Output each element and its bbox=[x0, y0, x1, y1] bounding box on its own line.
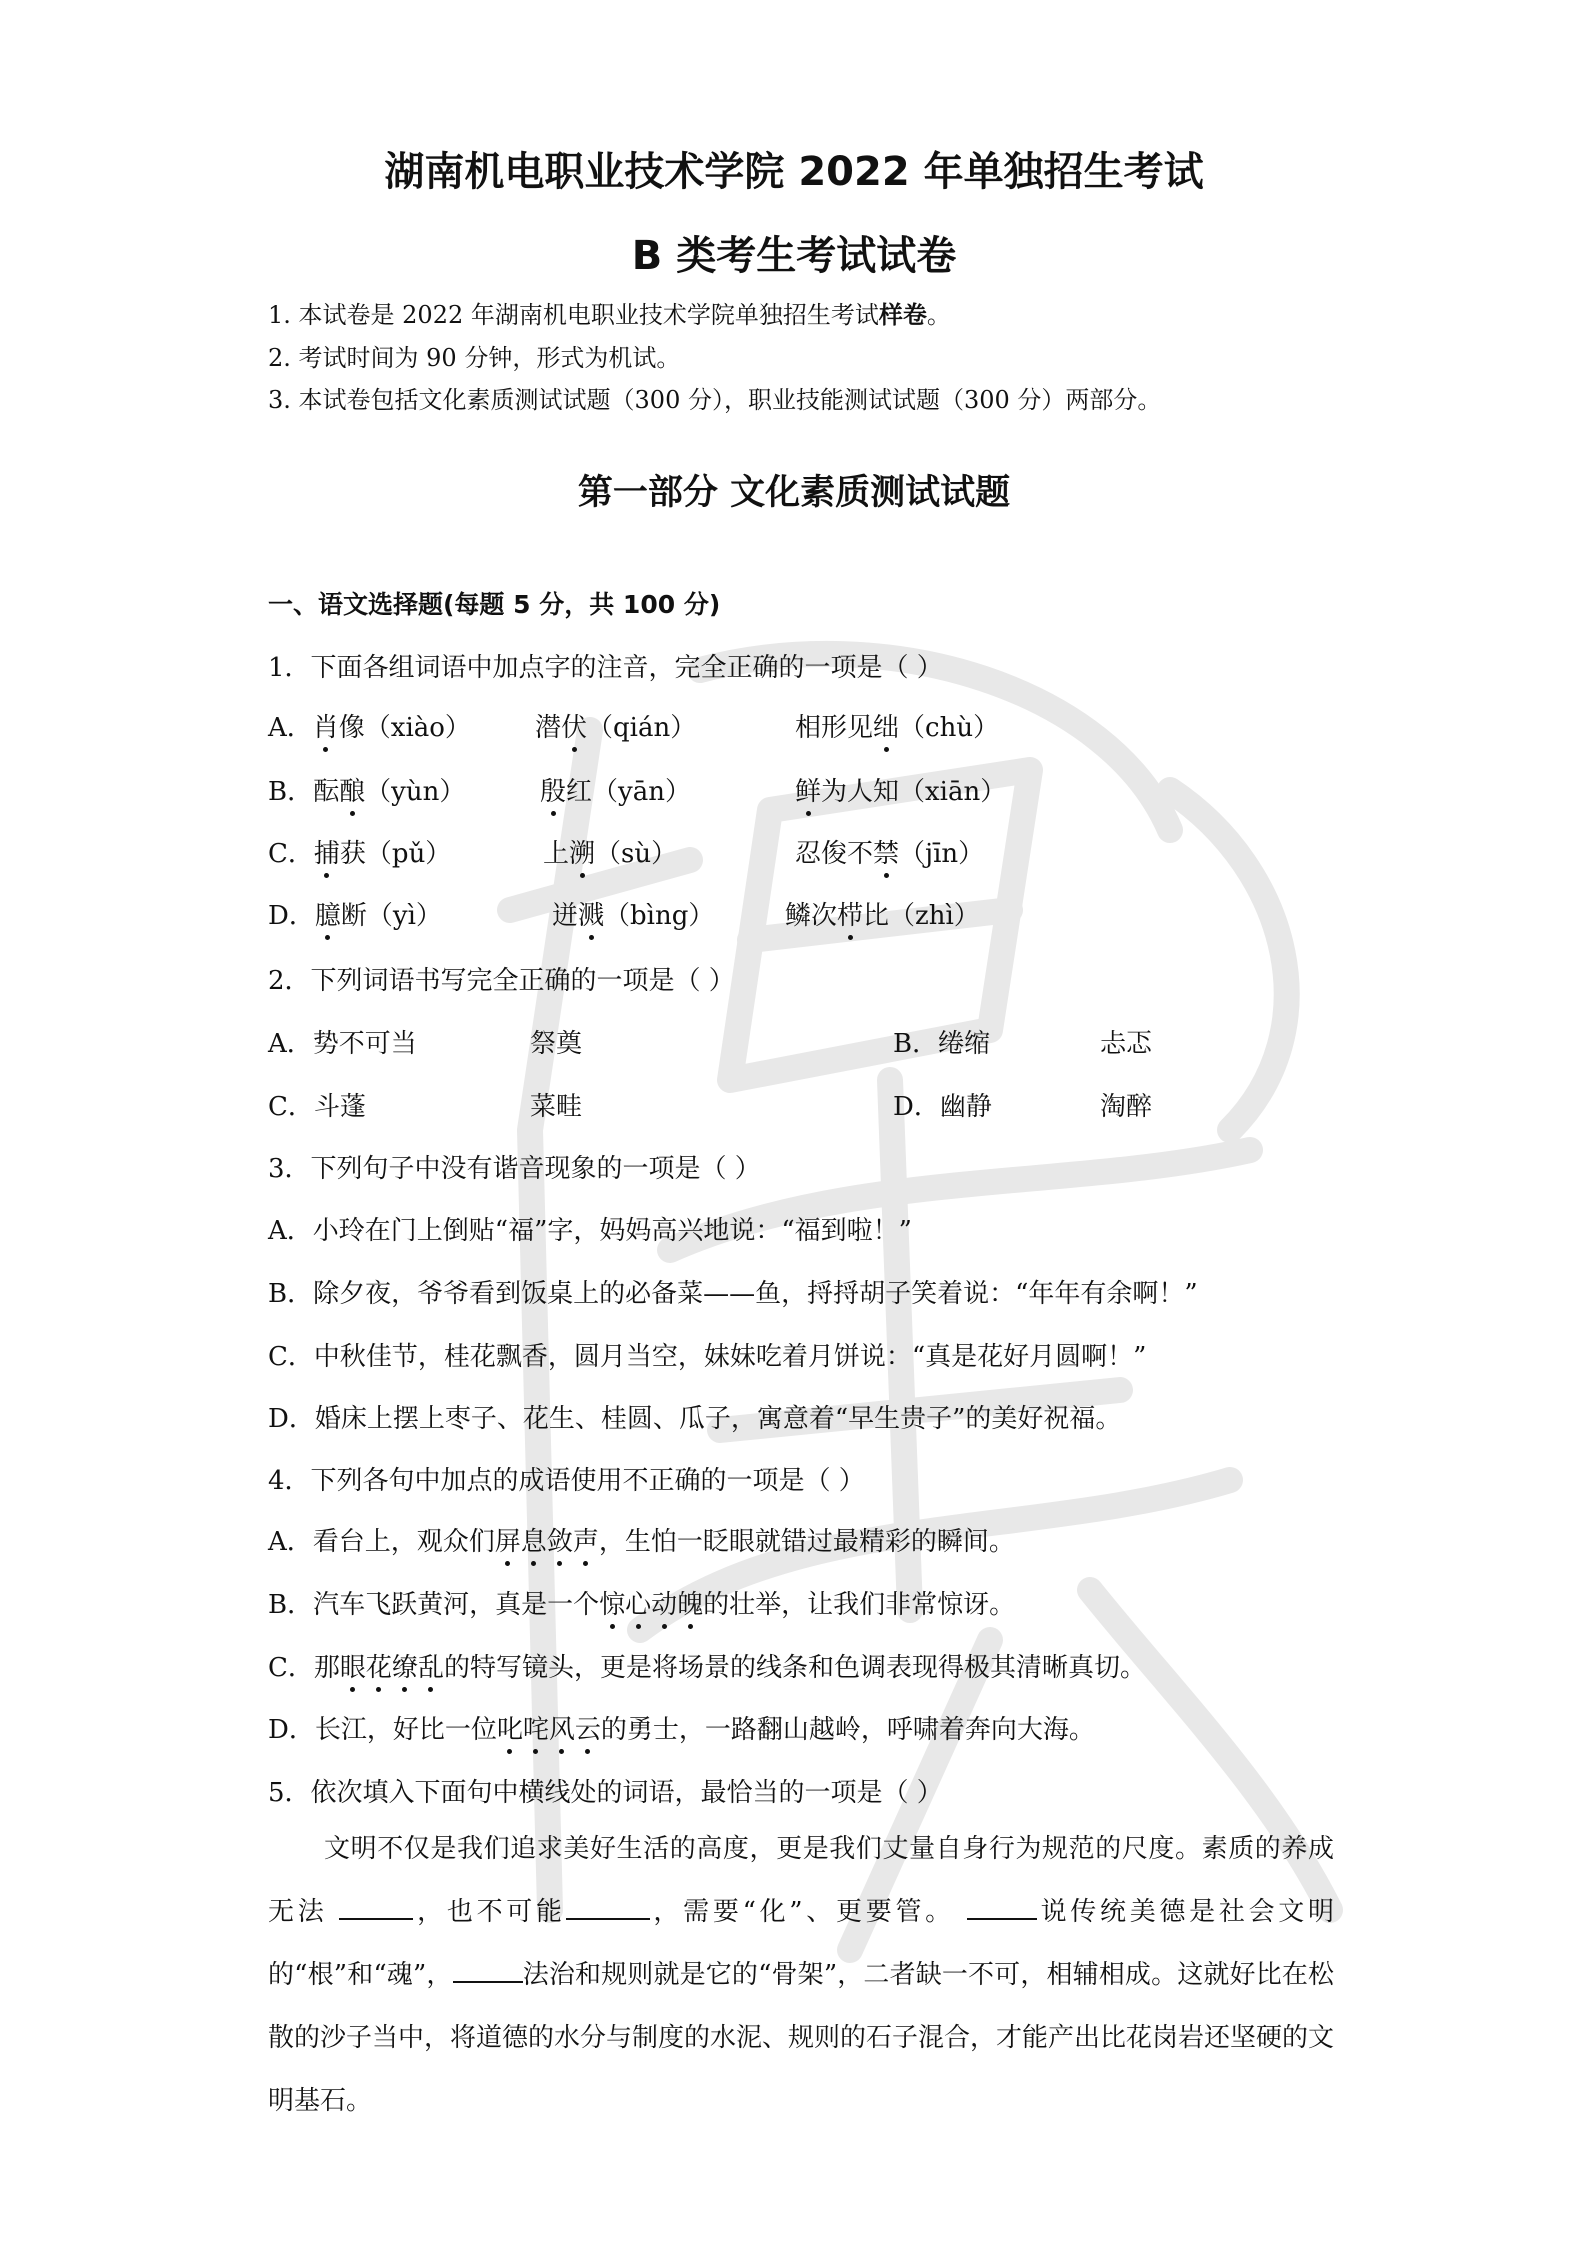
q3-option-d: D．婚床上摆上枣子、花生、桂圆、瓜子，寓意着“早生贵子”的美好祝福。 bbox=[268, 1404, 1122, 1434]
dotted-idiom bbox=[340, 1653, 444, 1683]
q1-option-a bbox=[268, 707, 471, 744]
dotted-char: 咤 bbox=[522, 1715, 549, 1745]
exam-title: 湖南机电职业技术学院 2022 年单独招生考试 bbox=[384, 149, 1204, 195]
dotted-char: 魄 bbox=[677, 1590, 704, 1620]
q4-option-a bbox=[268, 1521, 1015, 1558]
q1-option-b-word3 bbox=[795, 771, 1006, 808]
dotted-idiom bbox=[599, 1590, 703, 1620]
q1-option-d bbox=[268, 895, 442, 932]
part-title: 第一部分 文化素质测试试题 bbox=[577, 472, 1011, 513]
answer-blank bbox=[566, 1890, 650, 1920]
word-part: （bìng） bbox=[604, 901, 715, 931]
word: 绻缩 bbox=[938, 1029, 991, 1059]
q1-option-c-word3 bbox=[795, 833, 984, 870]
dotted-char: 风 bbox=[548, 1715, 575, 1745]
dotted-char: 捕 bbox=[313, 839, 340, 869]
word-part: 像（xiào） bbox=[338, 713, 471, 743]
word-part: 上 bbox=[543, 839, 570, 869]
note-2: 2. 考试时间为 90 分钟，形式为机试。 bbox=[268, 344, 681, 372]
sentence-part: C．那 bbox=[268, 1653, 340, 1683]
q1-option-b-word2 bbox=[540, 771, 691, 808]
answer-blank bbox=[967, 1890, 1037, 1920]
note-1-end: 。 bbox=[926, 301, 951, 329]
word-part: 酝 bbox=[313, 777, 340, 807]
word-part: 比（zhì） bbox=[863, 901, 980, 931]
dotted-char: 叱 bbox=[496, 1715, 523, 1745]
q1-option-d-word2 bbox=[552, 895, 714, 932]
option-label: A． bbox=[268, 1029, 313, 1059]
passage-text: ，需要“化”、更要管。 bbox=[649, 1897, 967, 1927]
passage-text: 说传统美德是社会文明的“根”和“魂”， bbox=[268, 1897, 1334, 1990]
sentence-part: A．看台上，观众们 bbox=[268, 1527, 495, 1557]
q2-option-a-word2: 祭奠 bbox=[530, 1029, 583, 1059]
word-part: （jīn） bbox=[899, 839, 985, 869]
sentence-part: D．长江，好比一位 bbox=[268, 1715, 497, 1745]
section-heading: 一、语文选择题(每题 5 分，共 100 分) bbox=[268, 590, 721, 619]
dotted-char: 溅 bbox=[578, 901, 605, 931]
q2-option-d-word2: 淘醉 bbox=[1100, 1092, 1153, 1122]
q2-option-d bbox=[893, 1086, 992, 1123]
dotted-char: 缭 bbox=[391, 1653, 418, 1683]
word-part: 红（yān） bbox=[566, 777, 691, 807]
word-part: （qián） bbox=[587, 713, 697, 743]
word-part: 忍俊不 bbox=[795, 839, 874, 869]
word-part: 鳞次 bbox=[785, 901, 838, 931]
note-1-bold: 样卷 bbox=[878, 300, 927, 329]
note-1 bbox=[268, 295, 951, 330]
q5-passage bbox=[268, 1818, 1334, 2133]
word-part: （sù） bbox=[595, 839, 678, 869]
dotted-char: 栉 bbox=[837, 901, 864, 931]
dotted-char: 云 bbox=[574, 1715, 601, 1745]
dotted-idiom bbox=[497, 1715, 601, 1745]
q1-option-a-word2 bbox=[535, 707, 696, 744]
note-1-text: 1. 本试卷是 2022 年湖南机电职业技术学院单独招生考试 bbox=[268, 301, 879, 329]
dotted-char: 心 bbox=[625, 1590, 652, 1620]
sentence-part: 的特写镜头，更是将场景的线条和色调表现得极其清晰真切。 bbox=[443, 1653, 1146, 1683]
dotted-char: 鲜 bbox=[795, 777, 822, 807]
dotted-char: 肖 bbox=[312, 713, 339, 743]
answer-blank bbox=[339, 1890, 413, 1920]
dotted-char: 动 bbox=[651, 1590, 678, 1620]
word-part: 断（yì） bbox=[340, 901, 442, 931]
q4-option-b bbox=[268, 1584, 1015, 1621]
sentence-part: 的勇士，一路翻山越岭，呼啸着奔向大海。 bbox=[600, 1715, 1095, 1745]
dotted-char: 绌 bbox=[873, 713, 900, 743]
passage-text: 文明不仅是我们追求美好生活的高度，更是我们丈量自身行为规范的尺度。素质的养成无法 bbox=[268, 1834, 1334, 1927]
dotted-char: 声 bbox=[572, 1527, 599, 1557]
dotted-char: 敛 bbox=[546, 1527, 573, 1557]
dotted-char: 息 bbox=[520, 1527, 547, 1557]
word: 幽静 bbox=[939, 1092, 992, 1122]
q2-option-c-word2: 菜畦 bbox=[530, 1092, 583, 1122]
word: 势不可当 bbox=[312, 1029, 417, 1059]
word: 斗蓬 bbox=[313, 1092, 366, 1122]
dotted-char: 酿 bbox=[339, 777, 366, 807]
dotted-char: 屏 bbox=[494, 1527, 521, 1557]
word-part: 迸 bbox=[552, 901, 579, 931]
word-part: （chù） bbox=[899, 713, 1000, 743]
q2-option-c bbox=[268, 1086, 366, 1123]
exam-subtitle: B 类考生考试试卷 bbox=[631, 233, 957, 279]
dotted-char: 花 bbox=[365, 1653, 392, 1683]
sentence-part: B．汽车飞跃黄河，真是一个 bbox=[268, 1590, 600, 1620]
option-label: D． bbox=[268, 901, 315, 931]
q4-option-c bbox=[268, 1647, 1146, 1684]
option-label: C． bbox=[268, 1092, 314, 1122]
sentence-part: 的壮举，让我们非常惊讶。 bbox=[703, 1590, 1016, 1620]
q1-option-b bbox=[268, 771, 465, 808]
option-label: A． bbox=[268, 713, 313, 743]
option-label: D． bbox=[893, 1092, 940, 1122]
q5-stem: 5．依次填入下面句中横线处的词语，最恰当的一项是（ ） bbox=[268, 1778, 943, 1808]
dotted-char: 眼 bbox=[339, 1653, 366, 1683]
q1-option-c-word2 bbox=[543, 833, 677, 870]
note-3: 3. 本试卷包括文化素质测试试题（300 分），职业技能测试试题（300 分）两部分。 bbox=[268, 386, 1162, 414]
dotted-char: 溯 bbox=[569, 839, 596, 869]
q2-option-a bbox=[268, 1023, 417, 1060]
sentence-part: ，生怕一眨眼就错过最精彩的瞬间。 bbox=[598, 1527, 1015, 1557]
word-part: （yùn） bbox=[365, 777, 466, 807]
word-part: 相形见 bbox=[795, 713, 874, 743]
q4-stem: 4．下列各句中加点的成语使用不正确的一项是（ ） bbox=[268, 1466, 865, 1496]
q3-option-c: C．中秋佳节，桂花飘香，圆月当空，妹妹吃着月饼说：“真是花好月圆啊！” bbox=[268, 1342, 1147, 1372]
option-label: B． bbox=[893, 1029, 939, 1059]
dotted-char: 乱 bbox=[417, 1653, 444, 1683]
passage-text: ，也不可能 bbox=[413, 1897, 566, 1927]
dotted-char: 殷 bbox=[540, 777, 567, 807]
answer-blank bbox=[453, 1953, 523, 1983]
dotted-idiom bbox=[495, 1527, 599, 1557]
q1-option-c bbox=[268, 833, 451, 870]
word-part: 获（pǔ） bbox=[339, 839, 452, 869]
option-label: C． bbox=[268, 839, 314, 869]
q1-option-d-word3 bbox=[785, 895, 980, 932]
option-label: B． bbox=[268, 777, 314, 807]
q3-stem: 3．下列句子中没有谐音现象的一项是（ ） bbox=[268, 1154, 761, 1184]
passage-text: 法治和规则就是它的“骨架”，二者缺一不可，相辅相成。这就好比在松散的沙子当中，将道德的水分与制度的水泥、规则的石子混合，才能产出比花岗岩还坚硬的文明基石。 bbox=[268, 1960, 1335, 2116]
dotted-char: 臆 bbox=[314, 901, 341, 931]
dotted-char: 禁 bbox=[873, 839, 900, 869]
q2-stem: 2．下列词语书写完全正确的一项是（ ） bbox=[268, 966, 735, 996]
q2-option-b-word2: 忐忑 bbox=[1100, 1029, 1153, 1059]
q3-option-b: B．除夕夜，爷爷看到饭桌上的必备菜——鱼，捋捋胡子笑着说：“年年有余啊！” bbox=[268, 1279, 1198, 1309]
word-part: 为人知（xiān） bbox=[821, 777, 1007, 807]
dotted-char: 伏 bbox=[561, 713, 588, 743]
q3-option-a: A．小玲在门上倒贴“福”字，妈妈高兴地说：“福到啦！” bbox=[268, 1216, 912, 1246]
q4-option-d bbox=[268, 1709, 1095, 1746]
q1-stem: 1．下面各组词语中加点字的注音，完全正确的一项是（ ） bbox=[268, 653, 943, 683]
word-part: 潜 bbox=[535, 713, 562, 743]
q2-option-b bbox=[893, 1023, 990, 1060]
dotted-char: 惊 bbox=[599, 1590, 626, 1620]
q1-option-a-word3 bbox=[795, 707, 999, 744]
